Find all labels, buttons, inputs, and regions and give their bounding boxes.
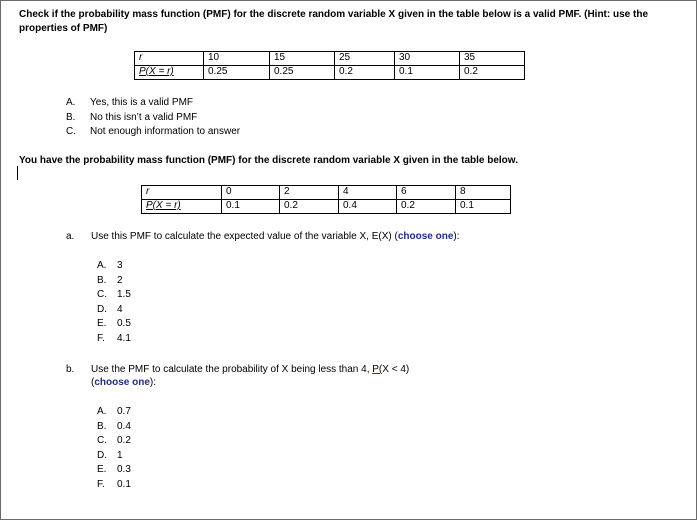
table-cell: 0	[222, 186, 280, 200]
option-d[interactable]	[97, 303, 131, 318]
option-text: 0.1	[117, 478, 131, 490]
text-cursor	[17, 166, 18, 180]
option-text: 2	[117, 274, 123, 286]
row-header-r: r	[135, 52, 204, 66]
table-row-r	[135, 52, 525, 66]
option-d[interactable]	[97, 449, 131, 464]
row-header-p: P(X = r)	[135, 66, 204, 80]
question-1-options	[66, 96, 240, 140]
option-letter: B.	[66, 111, 76, 123]
table-cell: 0.2	[280, 200, 339, 214]
table-cell: 0.25	[204, 66, 270, 80]
pmf-table-2	[141, 185, 511, 214]
option-letter: D.	[97, 449, 107, 461]
table-cell: 0.2	[397, 200, 456, 214]
option-text: 4.1	[117, 332, 131, 344]
question-1-text: Check if the probability mass function (PMF) for the discrete random variable X given in the table below is a valid PMF. (Hint: use the properties of PMF)	[19, 9, 648, 34]
option-b[interactable]	[97, 420, 131, 435]
option-e[interactable]	[97, 463, 131, 478]
table-cell: 0.2	[335, 66, 395, 80]
paren-close: ):	[149, 377, 157, 388]
part-b-options	[97, 405, 131, 492]
option-text: No this isn’t a valid PMF	[90, 111, 198, 123]
option-text: 0.3	[117, 464, 131, 475]
part-a-label: a.	[66, 231, 75, 242]
option-c[interactable]	[97, 434, 131, 449]
option-c[interactable]	[66, 125, 240, 140]
table-cell: 0.4	[339, 200, 397, 214]
option-f[interactable]	[97, 478, 131, 493]
table-cell: 0.1	[395, 66, 460, 80]
table-cell: 10	[204, 52, 270, 66]
option-letter: E.	[97, 464, 107, 475]
option-f[interactable]	[97, 332, 131, 347]
part-b-question-line1	[91, 364, 409, 375]
table-cell: 0.1	[222, 200, 280, 214]
option-text: 0.4	[117, 420, 131, 432]
option-e[interactable]	[97, 317, 131, 332]
choose-one-label: choose one	[94, 377, 150, 388]
option-text: Not enough information to answer	[90, 126, 241, 137]
table-cell: 0.1	[456, 200, 511, 214]
option-text: 0.2	[117, 435, 131, 446]
part-a-text: Use this PMF to calculate the expected value of the variable X, E(X) (	[91, 231, 398, 242]
option-letter: E.	[97, 318, 107, 329]
option-a[interactable]	[97, 259, 131, 274]
option-letter: C.	[66, 126, 76, 137]
option-letter: A.	[66, 97, 76, 108]
option-letter: C.	[97, 435, 107, 446]
spellcheck-word: P(	[372, 364, 383, 375]
option-text: Yes, this is a valid PMF	[90, 97, 194, 108]
question-2-text: You have the probability mass function (PMF) for the discrete random variable X given in the table below.	[19, 155, 518, 166]
option-text: 4	[117, 303, 123, 315]
part-b-label: b.	[66, 364, 75, 375]
table-cell: 15	[270, 52, 335, 66]
part-b-question-line2	[91, 377, 156, 388]
option-text: 0.5	[117, 318, 131, 329]
part-a-text-end: ):	[453, 231, 460, 242]
option-letter: B.	[97, 274, 107, 286]
part-a-options	[97, 259, 131, 346]
option-letter: A.	[97, 406, 107, 417]
option-a[interactable]	[97, 405, 131, 420]
table-cell: 25	[335, 52, 395, 66]
pmf-table-1	[134, 51, 525, 80]
table-cell: 0.25	[270, 66, 335, 80]
table-cell: 6	[397, 186, 456, 200]
paren-open: (	[91, 377, 95, 388]
table-row-p	[135, 66, 525, 80]
option-text: 3	[117, 260, 123, 271]
table-cell: 8	[456, 186, 511, 200]
option-b[interactable]	[97, 274, 131, 289]
option-a[interactable]	[66, 96, 240, 111]
row-header-p: P(X = r)	[142, 200, 222, 214]
row-header-r: r	[142, 186, 222, 200]
option-text: 1.5	[117, 289, 131, 300]
table-cell: 35	[460, 52, 525, 66]
part-b-text: Use the PMF to calculate the probability of X being less than 4,	[91, 364, 373, 375]
table-row-r	[142, 186, 511, 200]
option-letter: C.	[97, 289, 107, 300]
option-letter: F.	[97, 478, 105, 490]
option-text: 0.7	[117, 406, 131, 417]
option-letter: F.	[97, 332, 105, 344]
table-row-p	[142, 200, 511, 214]
table-cell: 2	[280, 186, 339, 200]
table-cell: 30	[395, 52, 460, 66]
table-cell: 4	[339, 186, 397, 200]
option-c[interactable]	[97, 288, 131, 303]
choose-one-label: choose one	[397, 231, 454, 242]
option-letter: D.	[97, 303, 107, 315]
option-text: 1	[117, 449, 123, 461]
option-letter: B.	[97, 420, 107, 432]
table-cell: 0.2	[460, 66, 525, 80]
option-b[interactable]	[66, 111, 240, 126]
option-letter: A.	[97, 260, 107, 271]
part-a-question	[91, 231, 460, 242]
part-b-text-end: X < 4)	[382, 364, 410, 375]
